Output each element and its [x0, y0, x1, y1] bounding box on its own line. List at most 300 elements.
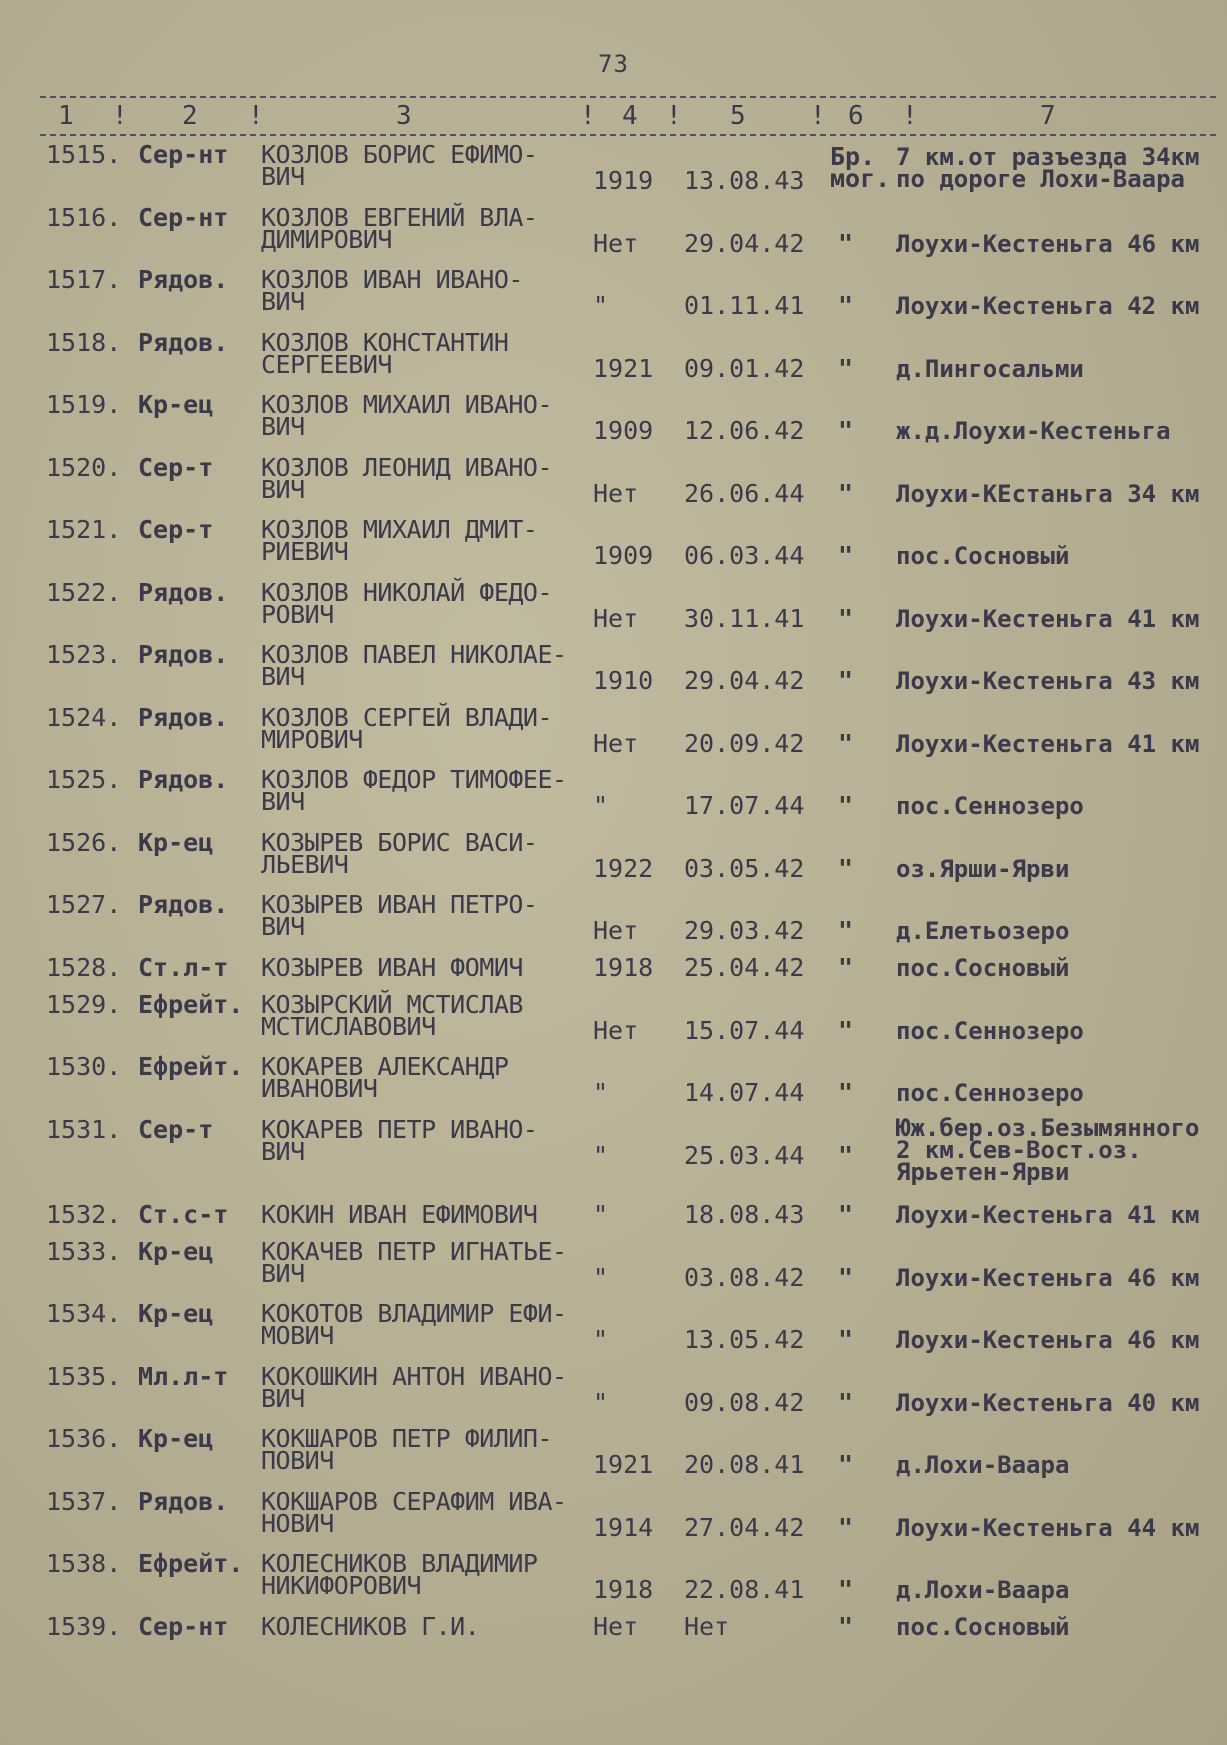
burial-type-line: "	[838, 603, 854, 633]
burial-place	[896, 1388, 1200, 1417]
birth-year-line: "	[593, 791, 609, 820]
birth-year-line: 1918	[593, 1575, 654, 1604]
burial-type-line: "	[838, 791, 854, 820]
burial-place-line: Лоухи-Кестеньга 41 км	[896, 604, 1200, 633]
birth-year	[593, 1611, 639, 1641]
burial-place-line: Ярьетен-Ярви	[896, 1157, 1070, 1186]
military-rank	[138, 327, 229, 357]
birth-year-line: Нет	[593, 728, 639, 758]
burial-type-line: "	[838, 1325, 854, 1354]
military-rank-line: Сер-нт	[138, 140, 229, 169]
military-rank	[138, 1199, 229, 1229]
burial-place-line: д.Лохи-Ваара	[896, 1451, 1070, 1479]
full-name	[261, 577, 553, 629]
death-date	[684, 353, 805, 383]
burial-place-line: Лоухи-Кестеньга 43 км	[896, 667, 1200, 695]
full-name-line: КОКШАРОВ СЕРАФИМ ИВА-	[261, 1486, 567, 1516]
record-number-line: 1523.	[46, 640, 122, 669]
record-number-line: 1516.	[46, 202, 122, 232]
record-number-line: 1528.	[46, 952, 122, 982]
record-number-line: 1515.	[46, 140, 122, 169]
burial-type-line: "	[838, 666, 854, 695]
military-rank	[138, 1052, 244, 1081]
burial-type	[838, 478, 854, 508]
full-name-line: КОЗЛОВ МИХАИЛ ДМИТ-	[261, 515, 538, 544]
birth-year	[593, 541, 654, 570]
military-rank-line: Сер-нт	[138, 1611, 229, 1641]
full-name	[261, 140, 538, 191]
death-date-line: 20.08.41	[684, 1450, 805, 1479]
military-rank-line: Кр-ец	[138, 1299, 214, 1328]
record-number	[46, 1549, 122, 1578]
table-row	[0, 1485, 1227, 1548]
burial-type	[838, 1387, 854, 1417]
record-number-line: 1535.	[46, 1361, 122, 1391]
birth-year-line: 1919	[593, 166, 654, 195]
record-number	[46, 577, 122, 607]
military-rank	[138, 765, 229, 794]
death-date-line: 03.05.42	[684, 853, 805, 883]
full-name-line: КОЗЛОВ ЛЕОНИД ИВАНО-	[261, 452, 553, 482]
burial-place-line: пос.Сеннозеро	[896, 1079, 1084, 1107]
table-row	[0, 1050, 1227, 1113]
birth-year	[593, 416, 654, 445]
header-sep: !	[666, 101, 682, 131]
military-rank	[138, 452, 214, 482]
birth-year-line: 1921	[593, 1450, 654, 1479]
burial-place	[896, 1016, 1084, 1045]
military-rank	[138, 515, 214, 544]
full-name-line: НОВИЧ	[261, 1508, 334, 1538]
record-number-line: 1526.	[46, 827, 122, 857]
table-row	[0, 1360, 1227, 1423]
death-date	[684, 291, 805, 320]
full-name-line: КОЗЛОВ ИВАН ИВАНО-	[261, 265, 523, 294]
table-row	[0, 951, 1227, 988]
birth-year-line: "	[593, 1078, 609, 1107]
table-row	[0, 513, 1227, 576]
military-rank-line: Ефрейт.	[138, 989, 244, 1019]
full-name	[261, 265, 523, 316]
record-number-line: 1527.	[46, 890, 122, 919]
table-row	[0, 201, 1227, 264]
military-rank	[138, 1361, 229, 1391]
burial-place	[896, 854, 1070, 883]
military-rank	[138, 1236, 214, 1266]
burial-place-line: Лоухи-Кестеньга 46 км	[896, 229, 1200, 258]
burial-place	[896, 354, 1084, 383]
birth-year-line: 1914	[593, 1512, 654, 1542]
burial-type-line: "	[838, 952, 854, 982]
header-col-6: 6	[848, 101, 864, 131]
full-name-line: ВИЧ	[261, 1383, 305, 1413]
burial-type-line: "	[838, 541, 854, 570]
death-date	[684, 952, 805, 982]
burial-place	[896, 143, 1200, 193]
burial-type-line: "	[838, 1140, 854, 1170]
death-date-line: 17.07.44	[684, 791, 805, 820]
burial-place	[896, 604, 1200, 633]
burial-place-line: Лоухи-Кестеньга 41 км	[896, 1200, 1200, 1229]
burial-type	[838, 1262, 854, 1292]
full-name-line: КОЗЛОВ БОРИС ЕФИМО-	[261, 140, 538, 169]
record-number-line: 1520.	[46, 452, 122, 482]
full-name	[261, 989, 523, 1041]
table-row	[0, 138, 1227, 201]
death-date-line: 20.09.42	[684, 728, 805, 758]
birth-year	[593, 1199, 609, 1229]
death-date	[684, 1078, 805, 1107]
death-date	[684, 1575, 805, 1604]
burial-type-line: "	[838, 1387, 854, 1417]
death-date-line: 15.07.44	[684, 1015, 805, 1045]
death-date	[684, 1199, 805, 1229]
military-rank-line: Рядов.	[138, 640, 229, 669]
burial-place	[896, 917, 1070, 945]
birth-year	[593, 916, 639, 945]
burial-type-line: "	[838, 1611, 854, 1641]
military-rank-line: Сер-нт	[138, 202, 229, 232]
header-col-2: 2	[182, 101, 198, 131]
burial-type-line: "	[838, 1512, 854, 1542]
burial-type	[838, 1078, 854, 1107]
record-number	[46, 1236, 122, 1266]
header-col-5: 5	[730, 101, 746, 131]
burial-place-line: оз.Ярши-Ярви	[896, 854, 1070, 883]
burial-type-line: "	[838, 916, 854, 945]
death-date-line: 26.06.44	[684, 478, 805, 508]
death-date	[684, 1140, 805, 1170]
full-name-line: ВИЧ	[261, 662, 305, 691]
full-name	[261, 327, 509, 379]
death-date	[684, 416, 805, 445]
table-row	[0, 1422, 1227, 1485]
burial-place	[896, 1326, 1200, 1354]
record-number	[46, 265, 122, 294]
military-rank-line: Сер-т	[138, 452, 214, 482]
header-sep: !	[112, 101, 128, 131]
burial-place-line: Лоухи-Кестеньга 46 км	[896, 1326, 1200, 1354]
burial-type-line: "	[838, 1015, 854, 1045]
burial-type	[830, 142, 891, 193]
death-date-line: 01.11.41	[684, 291, 805, 320]
full-name-line: КОЗЛОВ ЕВГЕНИЙ ВЛА-	[261, 202, 538, 232]
military-rank	[138, 890, 229, 919]
death-date-line: 13.08.43	[684, 166, 805, 195]
burial-place	[896, 1451, 1070, 1479]
death-date-line: 09.01.42	[684, 353, 805, 383]
table-row	[0, 1547, 1227, 1610]
military-rank	[138, 952, 229, 982]
military-rank-line: Сер-т	[138, 515, 214, 544]
birth-year-line: 1918	[593, 952, 654, 982]
military-rank-line: Ефрейт.	[138, 1052, 244, 1081]
full-name-line: МОВИЧ	[261, 1321, 334, 1350]
full-name-line: ПОВИЧ	[261, 1446, 334, 1475]
death-date-line: 14.07.44	[684, 1078, 805, 1107]
birth-year	[593, 228, 639, 258]
burial-place	[896, 479, 1200, 508]
burial-place-line: пос.Сеннозеро	[896, 1016, 1084, 1045]
burial-place-line: пос.Сосновый	[896, 953, 1070, 982]
burial-place-line: Лоухи-Кестеньга 40 км	[896, 1388, 1200, 1417]
birth-year-line: Нет	[593, 478, 639, 508]
header-sep: !	[902, 101, 918, 131]
birth-year	[593, 791, 609, 820]
military-rank	[138, 702, 229, 732]
burial-place-line: д.Пингосальми	[896, 354, 1084, 383]
death-date	[684, 1450, 805, 1479]
record-number	[46, 890, 122, 919]
table-row	[0, 1235, 1227, 1298]
burial-type	[838, 603, 854, 633]
full-name-line: КОЗЛОВ КОНСТАНТИН	[261, 327, 509, 357]
header-sep: !	[810, 101, 826, 131]
birth-year	[593, 478, 639, 508]
burial-type	[838, 228, 854, 258]
burial-place	[896, 1200, 1200, 1229]
full-name	[261, 1236, 567, 1288]
birth-year	[593, 291, 609, 320]
record-list	[0, 138, 1227, 1647]
record-number-line: 1521.	[46, 515, 122, 544]
record-number	[46, 1611, 122, 1641]
record-number	[46, 827, 122, 857]
full-name-line: КОКАРЕВ ПЕТР ИВАНО-	[261, 1114, 538, 1144]
full-name-line: СЕРГЕЕВИЧ	[261, 349, 392, 379]
military-rank	[138, 640, 229, 669]
burial-type	[838, 853, 854, 883]
record-number-line: 1533.	[46, 1236, 122, 1266]
table-row	[0, 701, 1227, 764]
full-name-line: КОЗЫРЕВ БОРИС ВАСИ-	[261, 827, 538, 857]
death-date	[684, 1015, 805, 1045]
military-rank	[138, 390, 214, 419]
burial-type-line: "	[838, 1575, 854, 1604]
full-name-line: ДИМИРОВИЧ	[261, 224, 392, 254]
birth-year-line: "	[593, 1199, 609, 1229]
military-rank-line: Кр-ец	[138, 1236, 214, 1266]
header-col-4: 4	[622, 101, 638, 131]
full-name-line: МСТИСЛАВОВИЧ	[261, 1011, 436, 1041]
death-date-line: 03.08.42	[684, 1262, 805, 1292]
header-sep: !	[580, 101, 596, 131]
death-date-line: 06.03.44	[684, 541, 805, 570]
birth-year	[593, 1512, 654, 1542]
death-date-line: 27.04.42	[684, 1512, 805, 1542]
record-number	[46, 452, 122, 482]
full-name-line: КОКАЧЕВ ПЕТР ИГНАТЬЕ-	[261, 1236, 567, 1266]
death-date	[684, 228, 805, 258]
full-name-line: КОЗЫРСКИЙ МСТИСЛАВ	[261, 989, 523, 1019]
burial-place	[896, 1513, 1200, 1542]
burial-type	[838, 1575, 854, 1604]
full-name-line: КОКОШКИН АНТОН ИВАНО-	[261, 1361, 567, 1391]
full-name	[261, 1114, 538, 1166]
full-name-line: КОЗЛОВ ПАВЕЛ НИКОЛАЕ-	[261, 640, 567, 669]
header-col-7: 7	[1040, 101, 1056, 131]
header-col-1: 1	[58, 101, 74, 131]
military-rank	[138, 202, 229, 232]
burial-place	[896, 417, 1171, 445]
burial-place	[896, 1263, 1200, 1292]
death-date	[684, 1611, 730, 1641]
death-date-line: 18.08.43	[684, 1199, 805, 1229]
death-date	[684, 541, 805, 570]
table-row	[0, 763, 1227, 826]
burial-place-line: Лоухи-Кестеньга 46 км	[896, 1263, 1200, 1292]
burial-type	[838, 666, 854, 695]
record-number	[46, 1486, 122, 1516]
burial-type-line: "	[838, 853, 854, 883]
burial-type-line: "	[838, 291, 854, 320]
burial-place	[896, 1113, 1200, 1186]
burial-place-line: Лоухи-Кестеньга 42 км	[896, 292, 1200, 320]
burial-place	[896, 1612, 1070, 1641]
table-row	[0, 988, 1227, 1051]
death-date	[684, 1387, 805, 1417]
table-row	[0, 826, 1227, 889]
birth-year-line: 1921	[593, 353, 654, 383]
full-name	[261, 702, 553, 754]
burial-place-line: Лоухи-КЕстаньга 34 км	[896, 479, 1200, 508]
burial-type	[838, 1450, 854, 1479]
burial-type	[838, 541, 854, 570]
full-name-line: КОКАРЕВ АЛЕКСАНДР	[261, 1052, 509, 1081]
full-name-line: КОЛЕСНИКОВ Г.И.	[261, 1611, 480, 1641]
record-number	[46, 327, 122, 357]
burial-type-line: "	[838, 1450, 854, 1479]
burial-type	[838, 1325, 854, 1354]
burial-place	[896, 1079, 1084, 1107]
record-number-line: 1518.	[46, 327, 122, 357]
full-name-line: КОЛЕСНИКОВ ВЛАДИМИР	[261, 1549, 538, 1578]
burial-place-line: д.Елетьозеро	[896, 917, 1070, 945]
military-rank-line: Рядов.	[138, 265, 229, 294]
burial-type-line: "	[838, 228, 854, 258]
burial-place-line: Юж.бер.оз.Безымянного	[896, 1113, 1200, 1142]
record-number	[46, 952, 122, 982]
birth-year-line: "	[593, 1262, 609, 1292]
record-number-line: 1537.	[46, 1486, 122, 1516]
birth-year-line: 1909	[593, 541, 654, 570]
burial-place-line: д.Лохи-Ваара	[896, 1576, 1070, 1604]
burial-place	[896, 729, 1200, 758]
full-name	[261, 1549, 538, 1600]
military-rank-line: Ст.с-т	[138, 1199, 229, 1229]
record-number-line: 1517.	[46, 265, 122, 294]
record-number	[46, 1424, 122, 1453]
table-row	[0, 326, 1227, 389]
military-rank-line: Мл.л-т	[138, 1361, 229, 1391]
military-rank	[138, 1114, 214, 1144]
military-rank-line: Рядов.	[138, 1486, 229, 1516]
military-rank-line: Ст.л-т	[138, 952, 229, 982]
full-name	[261, 515, 538, 566]
burial-place-line: 2 км.Сев-Вост.оз.	[896, 1135, 1142, 1164]
death-date	[684, 166, 805, 195]
table-row	[0, 1610, 1227, 1647]
record-number	[46, 1052, 122, 1081]
birth-year	[593, 1575, 654, 1604]
full-name-line: КОКИН ИВАН ЕФИМОВИЧ	[261, 1199, 538, 1229]
table-row	[0, 576, 1227, 639]
full-name-line: ЛЬЕВИЧ	[261, 849, 349, 879]
record-number-line: 1519.	[46, 390, 122, 419]
burial-place	[896, 667, 1200, 695]
burial-place-line: пос.Сосновый	[896, 542, 1070, 570]
birth-year	[593, 1015, 639, 1045]
burial-type-line: "	[838, 353, 854, 383]
table-row	[0, 388, 1227, 451]
death-date-line: Нет	[684, 1611, 730, 1641]
death-date-line: 09.08.42	[684, 1387, 805, 1417]
full-name-line: КОЗЫРЕВ ИВАН ПЕТРО-	[261, 890, 538, 919]
record-number-line: 1538.	[46, 1549, 122, 1578]
full-name	[261, 827, 538, 879]
military-rank-line: Кр-ец	[138, 827, 214, 857]
burial-type	[838, 1611, 854, 1641]
burial-type	[838, 291, 854, 320]
full-name-line: КОКОТОВ ВЛАДИМИР ЕФИ-	[261, 1299, 567, 1328]
record-number-line: 1529.	[46, 989, 122, 1019]
full-name	[261, 1199, 538, 1229]
burial-type-line: "	[838, 1078, 854, 1107]
birth-year-line: "	[593, 1387, 609, 1417]
burial-place-line: Лоухи-Кестеньга 44 км	[896, 1513, 1200, 1542]
table-header	[40, 96, 1216, 136]
record-number	[46, 202, 122, 232]
birth-year-line: Нет	[593, 603, 639, 633]
burial-type-line: Бр.	[830, 142, 876, 171]
full-name-line: ВИЧ	[261, 412, 305, 441]
full-name-line: ВИЧ	[261, 912, 305, 941]
military-rank	[138, 827, 214, 857]
birth-year-line: 1922	[593, 853, 654, 883]
record-number	[46, 1114, 122, 1144]
table-row	[0, 1113, 1227, 1198]
death-date-line: 12.06.42	[684, 416, 805, 445]
military-rank	[138, 1486, 229, 1516]
burial-type-line: "	[838, 1262, 854, 1292]
burial-place-line: пос.Сосновый	[896, 1612, 1070, 1641]
birth-year	[593, 603, 639, 633]
military-rank-line: Кр-ец	[138, 390, 214, 419]
death-date-line: 13.05.42	[684, 1325, 805, 1354]
military-rank-line: Кр-ец	[138, 1424, 214, 1453]
full-name-line: ВИЧ	[261, 1136, 305, 1166]
header-col-3: 3	[396, 101, 412, 131]
full-name-line: КОЗЛОВ ФЕДОР ТИМОФЕЕ-	[261, 765, 567, 794]
burial-place-line: Лоухи-Кестеньга 41 км	[896, 729, 1200, 758]
burial-type-line: "	[838, 1199, 854, 1229]
death-date-line: 25.03.44	[684, 1140, 805, 1170]
full-name-line: РОВИЧ	[261, 599, 334, 629]
death-date-line: 29.03.42	[684, 916, 805, 945]
death-date-line: 29.04.42	[684, 666, 805, 695]
full-name-line: ИВАНОВИЧ	[261, 1074, 378, 1103]
military-rank	[138, 1549, 244, 1578]
record-number	[46, 989, 122, 1019]
burial-place	[896, 542, 1070, 570]
military-rank-line: Рядов.	[138, 702, 229, 732]
burial-place-line: пос.Сеннозеро	[896, 792, 1084, 820]
full-name	[261, 1361, 567, 1413]
full-name-line: КОЗЫРЕВ ИВАН ФОМИЧ	[261, 952, 523, 982]
full-name	[261, 202, 538, 254]
table-row	[0, 451, 1227, 514]
table-row	[0, 638, 1227, 701]
